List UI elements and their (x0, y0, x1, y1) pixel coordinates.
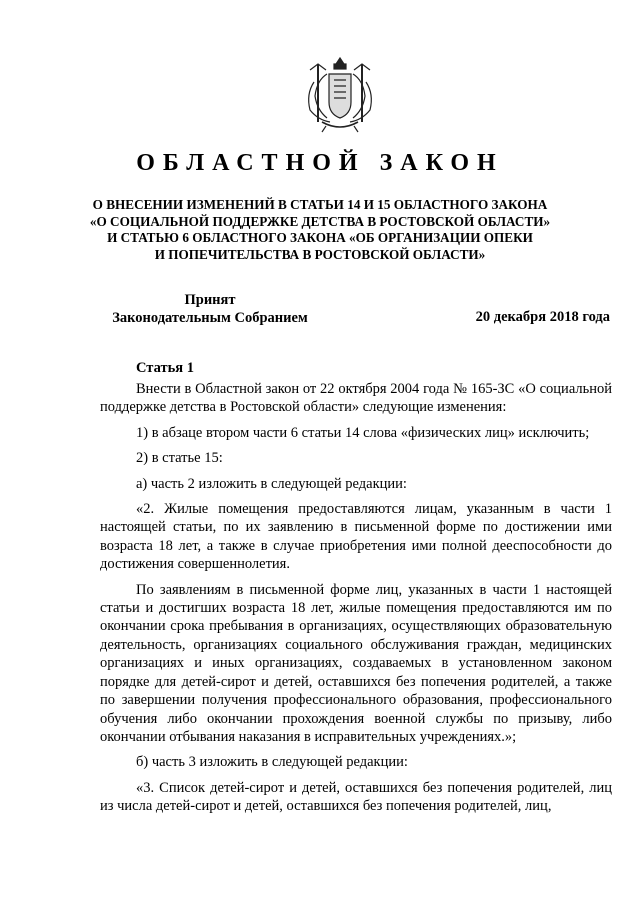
accepted-label: Принят (184, 292, 236, 308)
paragraph: 2) в статье 15: (136, 450, 223, 467)
paragraph: 1) в абзаце втором части 6 статьи 14 слова «физических лиц» исключить; (136, 424, 590, 441)
paragraph: Внести в Областной закон от 22 октября 2004 года № 165-ЗС «О социальной поддержке детства в Ростовской области» следующие изменения: (100, 381, 612, 416)
paragraph: По заявлениям в письменной форме лиц, указанных в части 1 настоящей статьи и достигших возраста 18 лет, жилые помещения предоставляются им по окончании срока пребывания в организациях, осуществляющих образовательную деятельность, организациях социального обслуживания граждан, медицинских организациях и иных организациях, создаваемых в установленном законом порядке для детей-сирот и детей, оставшихся без попечения родителей, а также по завершении получения профессионального образования, профессионального обучения либо окончании прохождения военной службы по призыву, либо окончании отбывания наказания в исправительных учреждениях.»; (100, 581, 612, 745)
document-subtitle (60, 197, 580, 263)
legislature-name: Законодательным Собранием (112, 310, 308, 326)
subtitle-line: И ПОПЕЧИТЕЛЬСТВА В РОСТОВСКОЙ ОБЛАСТИ» (154, 246, 486, 262)
article-title: Статья 1 (136, 360, 194, 376)
paragraph: «3. Список детей-сирот и детей, оставшихся без попечения родителей, лиц из числа детей-сирот и детей, оставшихся без попечения родителей, лиц, (100, 779, 612, 815)
subtitle-line: И СТАТЬЮ 6 ОБЛАСТНОГО ЗАКОНА «ОБ ОРГАНИЗАЦИИ ОПЕКИ (107, 230, 533, 245)
document-title: ОБЛАСТНОЙ ЗАКОН (136, 150, 504, 176)
acceptance-date: 20 декабря 2018 года (475, 309, 610, 325)
subtitle-line: «О СОЦИАЛЬНОЙ ПОДДЕРЖКЕ ДЕТСТВА В РОСТОВСКОЙ ОБЛАСТИ» (89, 213, 551, 229)
acceptance-block (95, 291, 325, 327)
paragraph: «2. Жилые помещения предоставляются лицам, указанным в части 1 настоящей статьи, по их заявлению в письменной форме по достижении ими возраста 18 лет, а также в случае приобретения ими полной дееспособности до достижения совершеннолетия. (100, 501, 612, 573)
paragraph: а) часть 2 изложить в следующей редакции: (136, 475, 407, 492)
coat-of-arms-emblem (296, 52, 384, 134)
paragraph: б) часть 3 изложить в следующей редакции: (136, 754, 408, 771)
article-body (100, 380, 612, 823)
subtitle-line: О ВНЕСЕНИИ ИЗМЕНЕНИЙ В СТАТЬИ 14 И 15 ОБЛАСТНОГО ЗАКОНА (92, 197, 548, 212)
